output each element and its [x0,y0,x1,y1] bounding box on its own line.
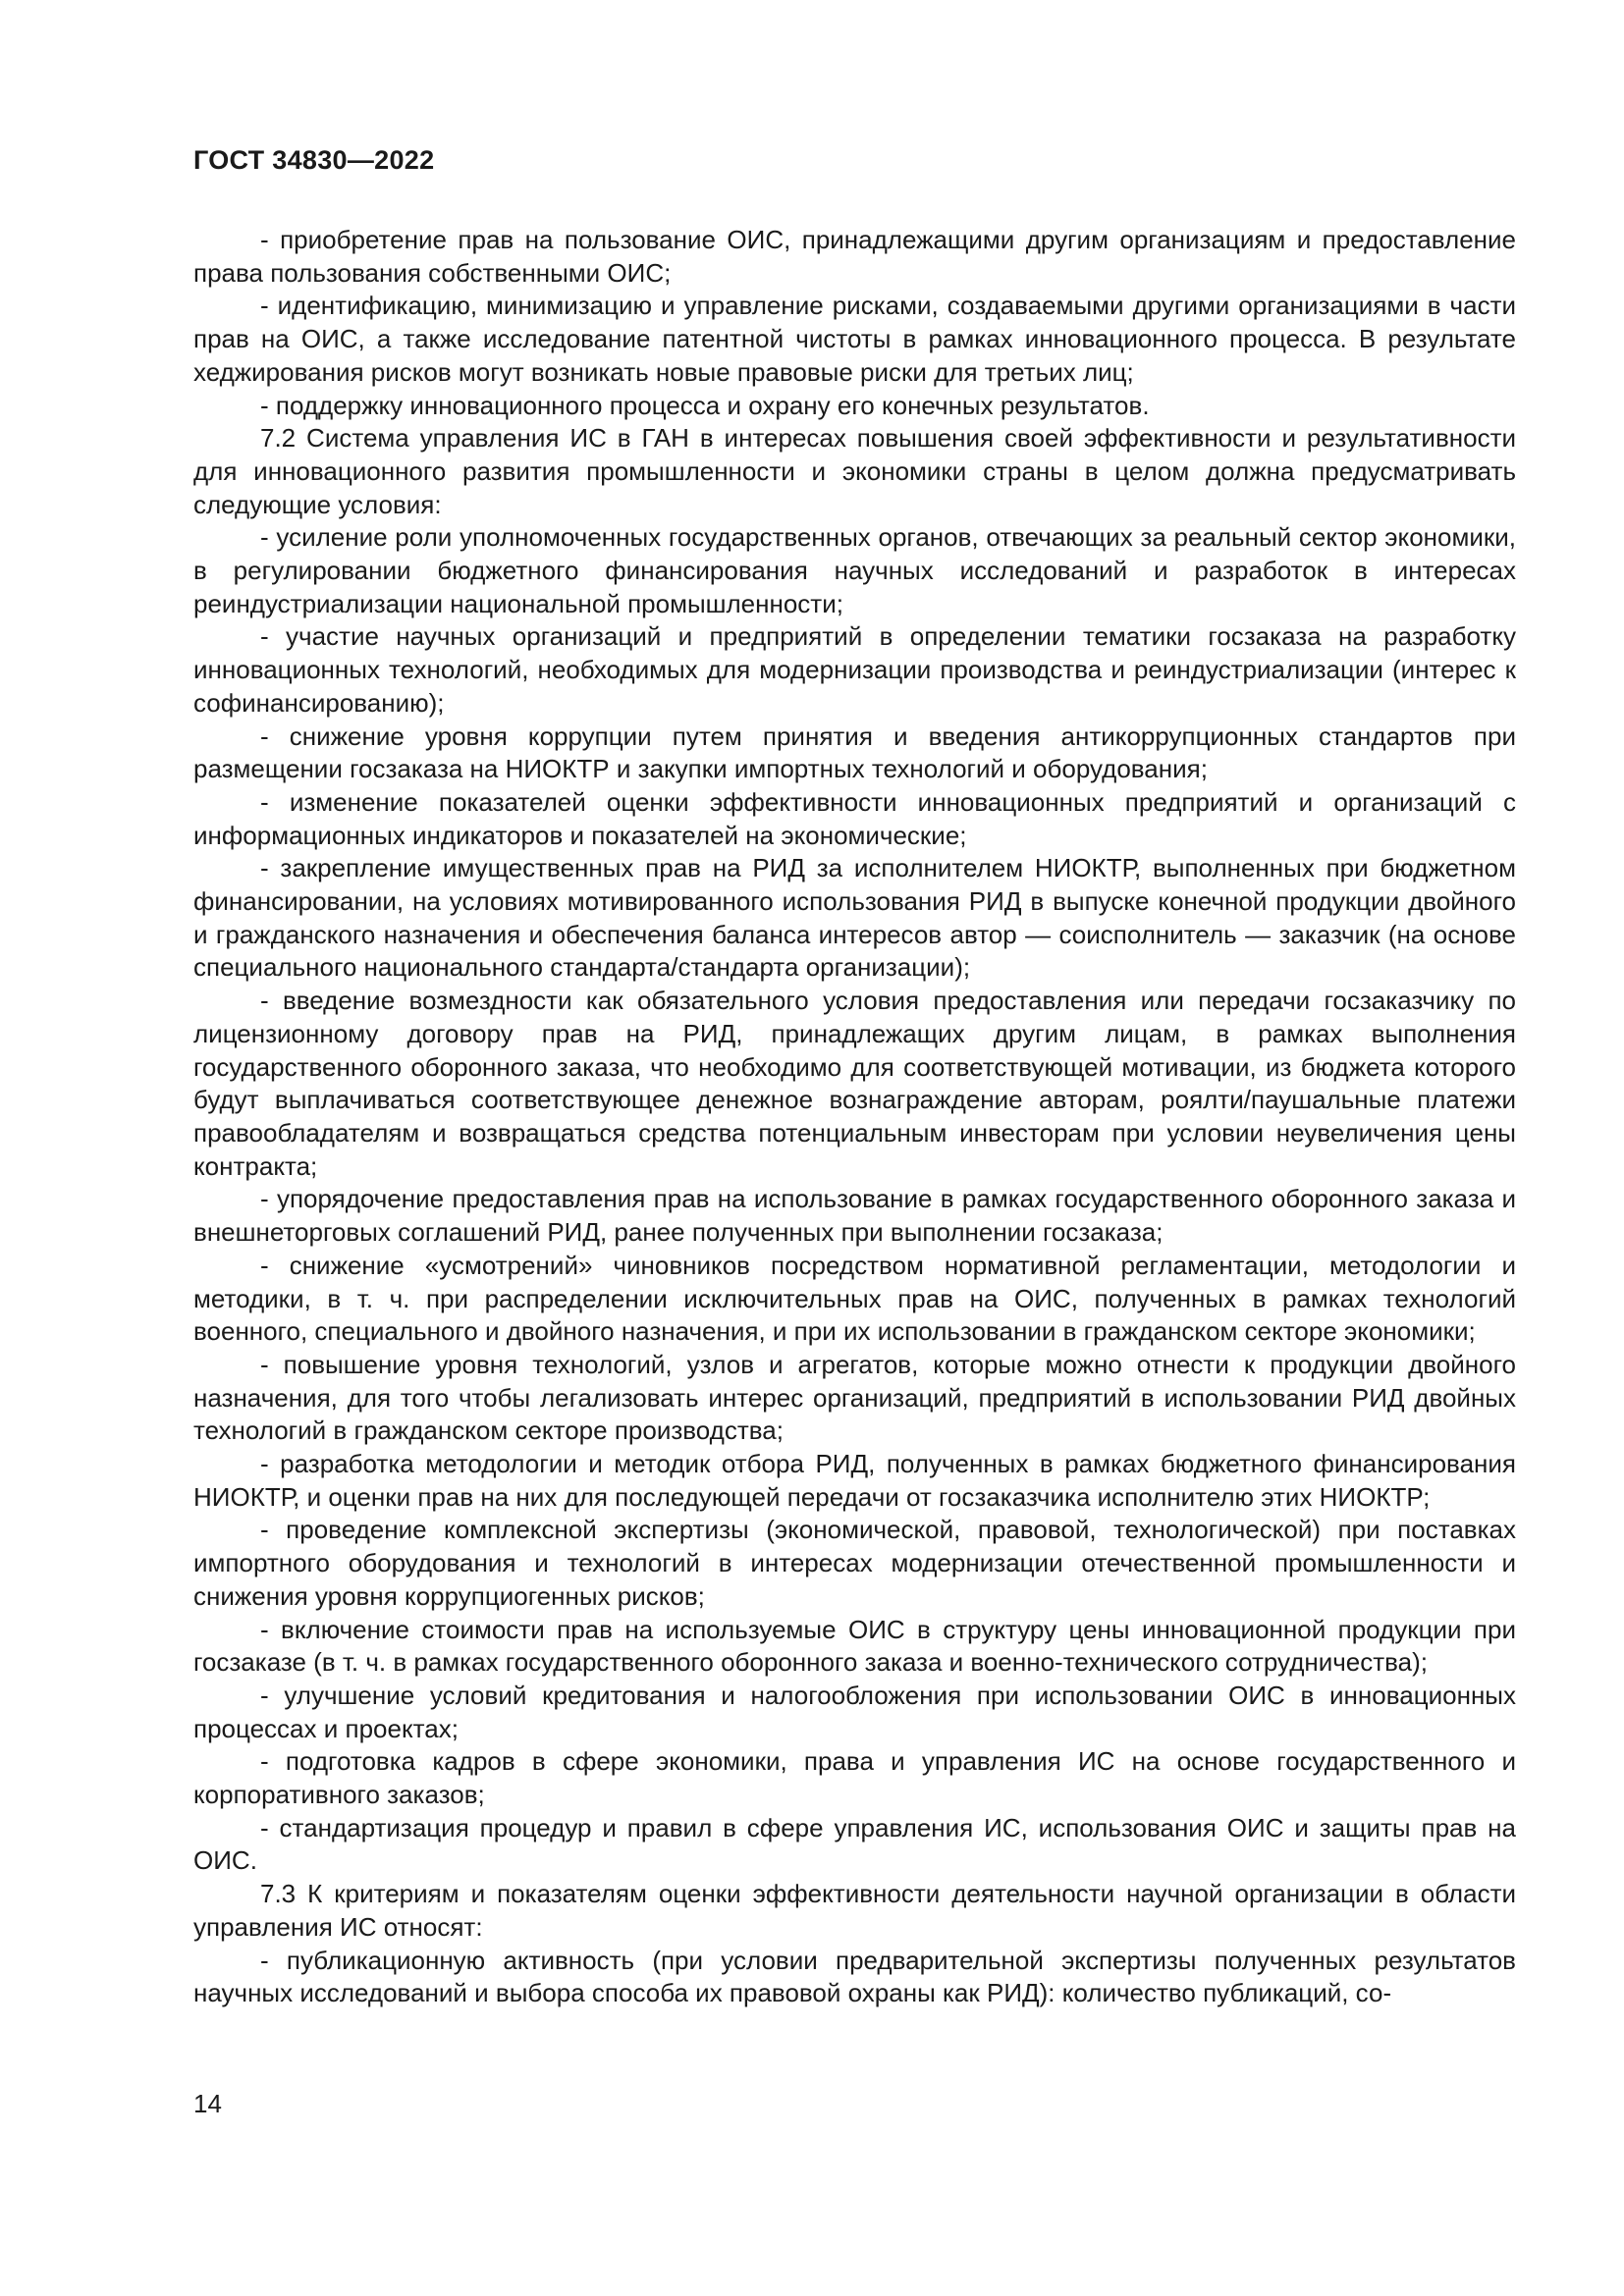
paragraph-12: - снижение «усмотрений» чиновников посредством нормативной регламентации, методологии и методики, в т. ч. при распределении исключительных прав на ОИС, полученных в рамках технологий военного, специального и двойного назначения, и при их использовании в гражданском секторе экономики; [193,1250,1516,1347]
paragraph-9: - закрепление имущественных прав на РИД за исполнителем НИОКТР, выполненных при бюджетном финансировании, на условиях мотивированного использования РИД в выпуске конечной продукции двойного и гражданского назначения и обеспечения баланса интересов автор — соисполнитель — заказчик (на основе специального национального стандарта/стандарта организации); [193,853,1516,983]
paragraph-1: - приобретение прав на пользование ОИС, принадлежащими другим организациям и предоставление права пользования собственными ОИС; [193,225,1516,288]
paragraph-19: - стандартизация процедур и правил в сфере управления ИС, использования ОИС и защиты прав на ОИС. [193,1812,1516,1876]
paragraph-21: - публикационную активность (при условии предварительной экспертизы полученных результатов научных исследований и выбора способа их правовой охраны как РИД): количество публикаций, со- [193,1945,1516,2008]
paragraph-3: - поддержку инновационного процесса и охрану его конечных результатов. [260,390,1150,420]
paragraph-6: - участие научных организаций и предприятий в определении тематики госзаказа на разработку инновационных технологий, необходимых для модернизации производства и реиндустриализации (интерес к софинансированию); [193,621,1516,718]
paragraph-15: - проведение комплексной экспертизы (экономической, правовой, технологической) при поставках импортного оборудования и технологий в интересах модернизации отечественной промышленности и снижения уровня коррупциогенных рисков; [193,1515,1516,1611]
paragraph-8: - изменение показателей оценки эффективности инновационных предприятий и организаций с информационных индикаторов и показателей на экономические; [193,786,1516,850]
paragraph-18: - подготовка кадров в сфере экономики, права и управления ИС на основе государственного и корпоративного заказов; [193,1746,1516,1810]
page-number: 14 [193,2089,222,2118]
paragraph-11: - упорядочение предоставления прав на использование в рамках государственного оборонного заказа и внешнеторговых соглашений РИД, ранее полученных при выполнении госзаказа; [193,1184,1516,1248]
paragraph-20: 7.3 К критериям и показателям оценки эффективности деятельности научной организации в области управления ИС относят: [193,1879,1516,1942]
paragraph-5: - усиление роли уполномоченных государственных органов, отвечающих за реальный сектор экономики, в регулировании бюджетного финансирования научных исследований и разработок в интересах реиндустриализации национальной промышленности; [193,522,1516,618]
paragraph-16: - включение стоимости прав на используемые ОИС в структуру цены инновационной продукции при госзаказе (в т. ч. в рамках государственного оборонного заказа и военно-технического сотрудничества); [193,1614,1516,1678]
document-header: ГОСТ 34830—2022 [193,145,435,175]
paragraph-10: - введение возмездности как обязательного условия предоставления или передачи госзаказчику по лицензионному договору прав на РИД, принадлежащих другим лицам, в рамках выполнения государственного оборонного заказа, что необходимо для соответствующей мотивации, из бюджета которого будут выплачиваться соответствующее денежное вознаграждение авторам, роялти/паушальные платежи правообладателям и возвращаться средства потенциальным инвесторам при условии неувеличения цены контракта; [193,986,1516,1181]
paragraph-13: - повышение уровня технологий, узлов и агрегатов, которые можно отнести к продукции двойного назначения, для того чтобы легализовать интерес организаций, предприятий в использовании РИД двойных технологий в гражданском секторе производства; [193,1349,1516,1446]
paragraph-17: - улучшение условий кредитования и налогообложения при использовании ОИС в инновационных процессах и проектах; [193,1680,1516,1743]
paragraph-2: - идентификацию, минимизацию и управление рисками, создаваемыми другими организациями в части прав на ОИС, а также исследование патентной чистоты в рамках инновационного процесса. В результате хеджирования рисков могут возникать новые правовые риски для третьих лиц; [193,291,1516,387]
document-body [193,224,1516,2010]
paragraph-14: - разработка методологии и методик отбора РИД, полученных в рамках бюджетного финансирования НИОКТР, и оценки прав на них для последующей передачи от госзаказчика исполнителю этих НИОКТР; [193,1449,1516,1512]
paragraph-7: - снижение уровня коррупции путем принятия и введения антикоррупционных стандартов при размещении госзаказа на НИОКТР и закупки импортных технологий и оборудования; [193,721,1516,784]
paragraph-4: 7.2 Система управления ИС в ГАН в интересах повышения своей эффективности и результативности для инновационного развития промышленности и экономики страны в целом должна предусматривать следующие условия: [193,423,1516,519]
